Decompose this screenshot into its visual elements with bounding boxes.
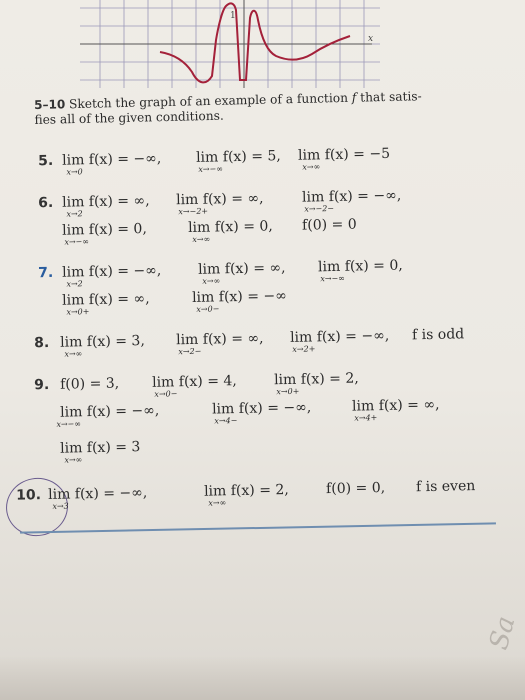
problem-10-number: 10. — [15, 487, 42, 504]
problem-9-number: 9. — [33, 376, 50, 394]
section-instructions — [34, 89, 422, 128]
p8-cond-b: lim f(x) = ∞, x→2− — [175, 330, 264, 357]
page-shadow — [0, 655, 525, 700]
section-number: 5–10 — [34, 97, 66, 112]
p9-cond-g: lim f(x) = 3 x→∞ — [59, 439, 141, 465]
problem-7-number: 7. — [37, 264, 54, 282]
p10-cond-b: lim f(x) = 2, x→∞ — [203, 481, 289, 508]
pen-underline — [20, 522, 496, 533]
p9-cond-a: f(0) = 3, — [59, 375, 120, 393]
p8-cond-c: lim f(x) = −∞, x→2+ — [289, 327, 390, 354]
graph-curve — [160, 3, 350, 82]
p10-cond-c: f(0) = 0, — [325, 479, 386, 498]
p6-cond-e: lim f(x) = 0, x→∞ — [187, 218, 273, 244]
p9-cond-b: lim f(x) = 4, x→0− — [151, 373, 237, 399]
problem-6-number: 6. — [37, 194, 54, 212]
example-graph — [80, 0, 380, 90]
p5-cond-a: lim f(x) = −∞, x→0 — [61, 150, 162, 177]
p7-cond-a: lim f(x) = −∞, x→2 — [61, 262, 162, 289]
p5-cond-b: lim f(x) = 5, x→−∞ — [195, 148, 281, 174]
p8-cond-d: f is odd — [411, 326, 465, 344]
p6-cond-d: lim f(x) = 0, x→−∞ — [61, 220, 147, 247]
handwriting-text: Sa — [483, 613, 522, 653]
p7-cond-e: lim f(x) = −∞ x→0− — [191, 287, 287, 314]
p9-cond-f: lim f(x) = ∞, x→4+ — [351, 396, 440, 423]
section-text-1: Sketch the graph of an example of a function — [65, 90, 352, 112]
p5-cond-c: lim f(x) = −5 x→∞ — [297, 145, 391, 172]
p9-cond-d: lim f(x) = −∞, x→−∞ — [56, 402, 160, 429]
p6-cond-c: lim f(x) = −∞, x→−2− — [301, 187, 402, 214]
problem-8-number: 8. — [33, 334, 50, 352]
p7-cond-c: lim f(x) = 0, x→−∞ — [317, 257, 403, 284]
p6-cond-f: f(0) = 0 — [301, 216, 357, 234]
p6-cond-a: lim f(x) = ∞, x→2 — [61, 192, 150, 219]
section-text-2: fies all of the given conditions. — [34, 108, 224, 127]
graph-axis-label: x — [368, 34, 374, 44]
section-f: f — [351, 90, 357, 105]
graph-tick-label: 1 — [230, 11, 236, 21]
p7-cond-b: lim f(x) = ∞, x→∞ — [197, 260, 286, 286]
p6-cond-b: lim f(x) = ∞, x→−2+ — [175, 190, 264, 217]
p9-cond-c: lim f(x) = 2, x→0+ — [273, 370, 359, 397]
p9-cond-e: lim f(x) = −∞, x→4− — [211, 399, 312, 426]
p7-cond-d: lim f(x) = ∞, x→0+ — [61, 290, 150, 317]
problem-5-number: 5. — [37, 152, 54, 170]
section-text-1-end: that satis- — [356, 89, 422, 105]
p8-cond-a: lim f(x) = 3, x→∞ — [59, 332, 145, 359]
p10-cond-d: f is even — [415, 478, 476, 496]
p10-cond-a: lim f(x) = −∞, x→3 — [47, 484, 148, 511]
